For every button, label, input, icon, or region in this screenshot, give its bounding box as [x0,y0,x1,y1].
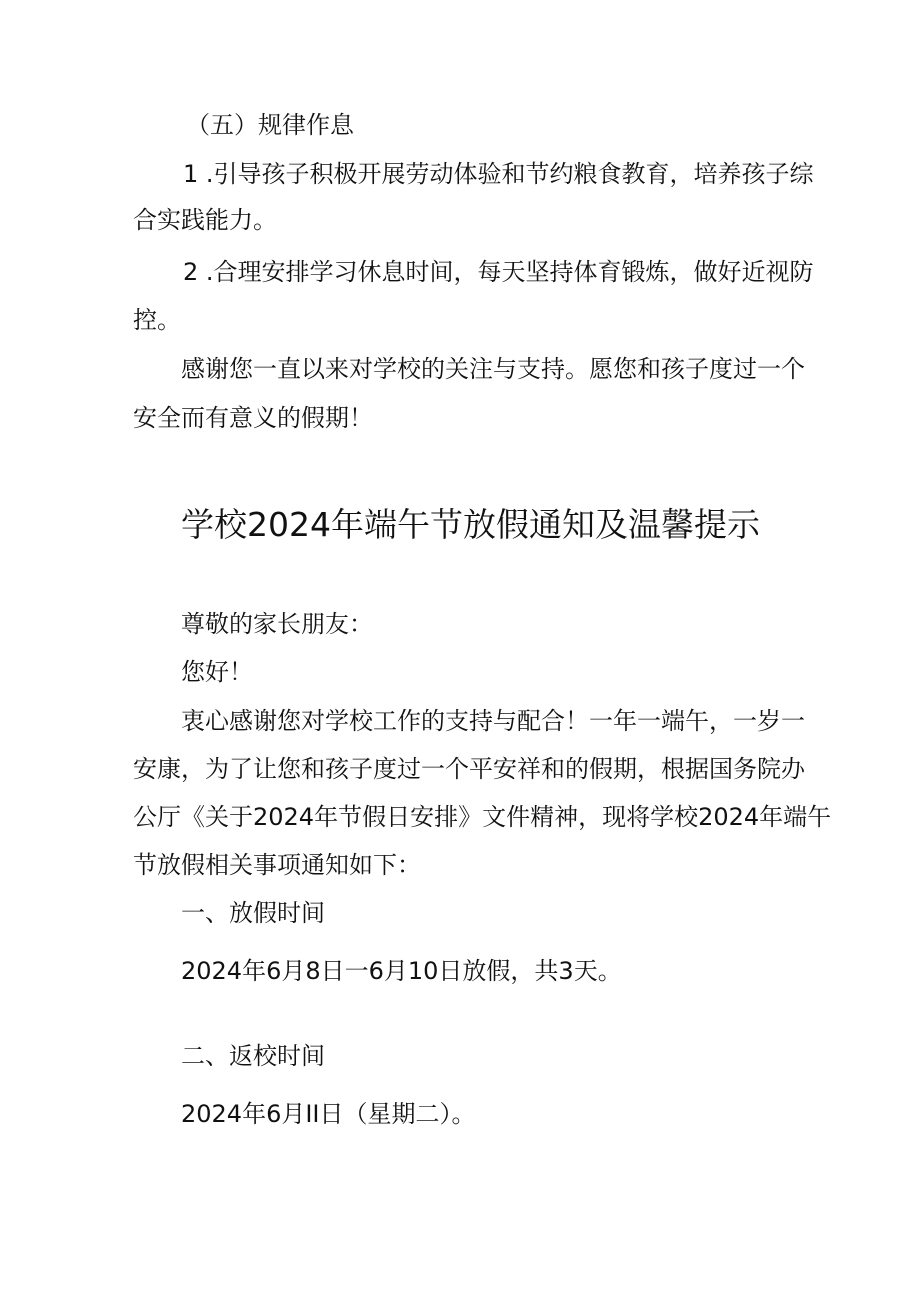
routine-item-1-line-2: 合实践能力。 [133,206,277,234]
salutation: 尊敬的家长朋友： [181,610,373,638]
section-heading-holiday-time: 一、放假时间 [181,899,325,927]
closing-line-2: 安全而有意义的假期！ [133,404,373,432]
return-time-text: 2024年6月II日（星期二）。 [181,1100,476,1128]
routine-item-2-line-2: 控。 [133,306,181,334]
intro-line-2: 安康，为了让您和孩子度过一个平安祥和的假期，根据国务院办 [133,755,805,783]
closing-line-1: 感谢您一直以来对学校的关注与支持。愿您和孩子度过一个 [181,355,805,383]
section-heading-return-time: 二、返校时间 [181,1042,325,1070]
notice-title: 学校2024年端午节放假通知及温馨提示 [181,505,760,544]
intro-line-1: 衷心感谢您对学校工作的支持与配合！一年一端午，一岁一 [181,707,805,735]
routine-item-2-line-1: 2 .合理安排学习休息时间，每天坚持体育锻炼，做好近视防 [183,258,814,286]
greeting: 您好！ [181,658,253,686]
holiday-time-text: 2024年6月8日一6月10日放假，共3天。 [181,957,622,985]
routine-item-1-line-1: 1 .引导孩子积极开展劳动体验和节约粮食教育，培养孩子综 [183,160,814,188]
intro-line-3: 公厅《关于2024年节假日安排》文件精神，现将学校2024年端午 [133,803,832,831]
section-heading-routine: （五）规律作息 [186,111,354,139]
intro-line-4: 节放假相关事项通知如下： [133,851,421,879]
